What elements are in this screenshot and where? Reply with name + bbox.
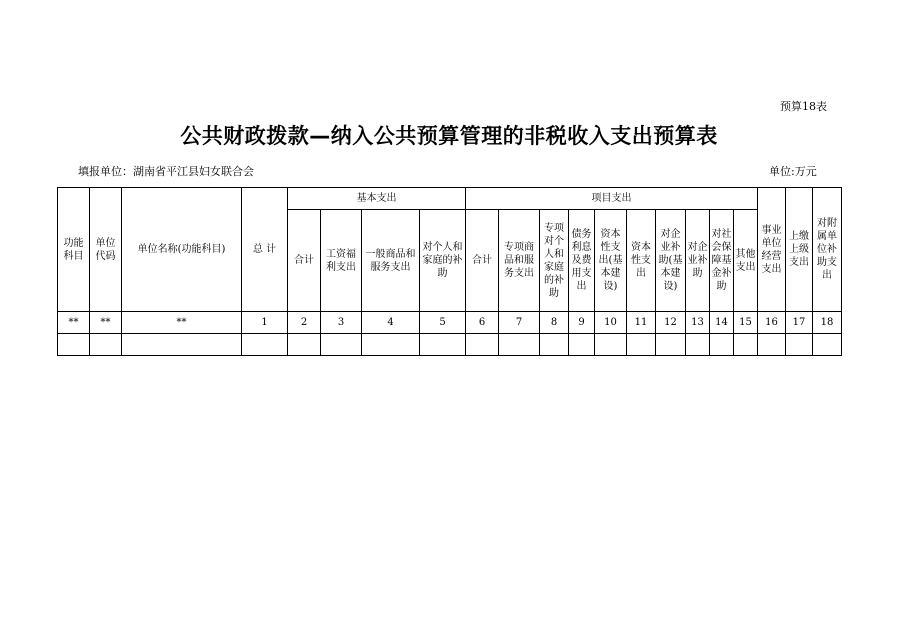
header-unit-code: 单位代码 [90,188,122,312]
header-basic-group: 基本支出 [288,188,466,210]
header-project-social-security: 对社会保障基金补助 [710,210,734,312]
header-project-special-goods: 专项商品和服务支出 [499,210,540,312]
index-cell: 18 [813,312,842,334]
header-project-other: 其他支出 [734,210,758,312]
index-cell: 6 [466,312,499,334]
header-row-groups [58,188,842,210]
data-cell [499,334,540,356]
index-cell: ** [58,312,90,334]
index-cell: 16 [758,312,786,334]
header-upper: 上缴上级支出 [786,188,813,312]
filling-unit-label: 填报单位： [78,165,133,178]
data-cell [734,334,758,356]
data-cell [569,334,595,356]
data-cell [321,334,362,356]
header-subsidiary: 对附属单位补助支出 [813,188,842,312]
index-cell: 17 [786,312,813,334]
data-cell [466,334,499,356]
index-cell: 10 [595,312,627,334]
index-cell: 14 [710,312,734,334]
index-cell: 4 [362,312,420,334]
data-cell [288,334,321,356]
header-basic-goods: 一般商品和服务支出 [362,210,420,312]
index-cell: 2 [288,312,321,334]
index-cell: 1 [242,312,288,334]
currency-unit: 单位:万元 [769,165,817,178]
header-project-capital: 资本性支出 [627,210,656,312]
data-cell [758,334,786,356]
data-cell [540,334,569,356]
index-cell: 8 [540,312,569,334]
header-project-debt-interest: 债务利息及费用支出 [569,210,595,312]
header-total: 总 计 [242,188,288,312]
header-basic-salary: 工资福利支出 [321,210,362,312]
header-unit-name: 单位名称(功能科目) [122,188,242,312]
header-project-capital-infra: 资本性支出(基本建设) [595,210,627,312]
data-cell [58,334,90,356]
index-row [58,312,842,334]
header-project-enterprise: 对企业补助 [686,210,710,312]
data-cell [420,334,466,356]
filling-unit-value: 湖南省平江县妇女联合会 [133,165,254,178]
data-cell [627,334,656,356]
filling-unit [78,163,254,179]
index-cell: 15 [734,312,758,334]
header-func-subject: 功能科目 [58,188,90,312]
header-basic-individual: 对个人和家庭的补助 [420,210,466,312]
index-cell: 7 [499,312,540,334]
form-number: 预算18表 [780,100,827,113]
header-project-enterprise-infra: 对企业补助(基本建设) [656,210,686,312]
data-row-empty [58,334,842,356]
budget-table [57,187,842,356]
index-cell: 13 [686,312,710,334]
data-cell [122,334,242,356]
header-project-special-individual: 专项对个人和家庭的补助 [540,210,569,312]
data-cell [595,334,627,356]
data-cell [786,334,813,356]
index-cell: ** [90,312,122,334]
header-business: 事业单位经营支出 [758,188,786,312]
index-cell: 5 [420,312,466,334]
index-cell: 9 [569,312,595,334]
data-cell [710,334,734,356]
data-cell [90,334,122,356]
index-cell: 3 [321,312,362,334]
data-cell [362,334,420,356]
index-cell: 11 [627,312,656,334]
header-project-group: 项目支出 [466,188,758,210]
data-cell [686,334,710,356]
header-project-subtotal: 合计 [466,210,499,312]
index-cell: ** [122,312,242,334]
data-cell [813,334,842,356]
data-cell [242,334,288,356]
header-basic-subtotal: 合计 [288,210,321,312]
index-cell: 12 [656,312,686,334]
data-cell [656,334,686,356]
page-title: 公共财政拨款—纳入公共预算管理的非税收入支出预算表 [180,124,718,148]
